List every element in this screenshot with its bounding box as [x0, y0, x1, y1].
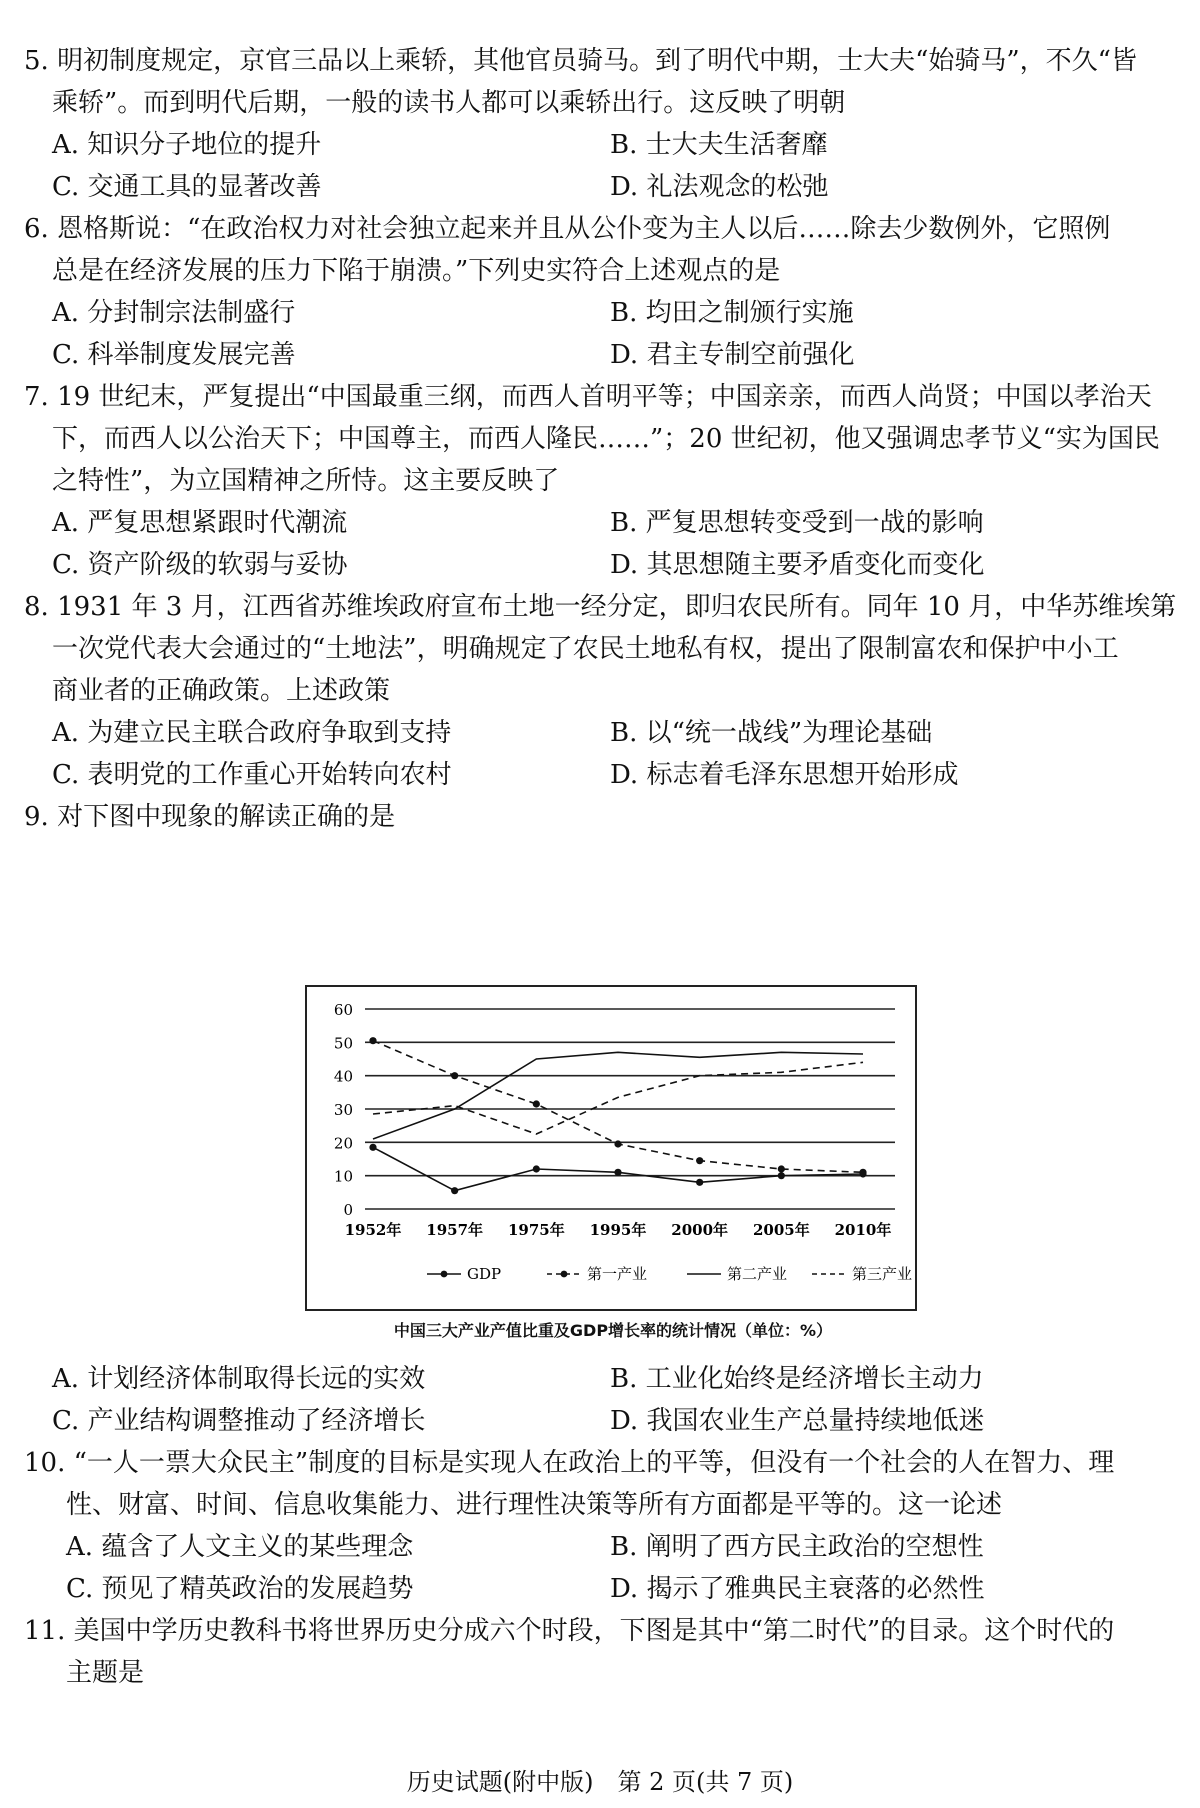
- legend-label: 第一产业: [587, 1265, 648, 1283]
- q10-line-2: 性、财富、时间、信息收集能力、进行理性决策等所有方面都是平等的。这一论述: [66, 1490, 1003, 1520]
- q8-option-a: A. 为建立民主联合政府争取到支持: [52, 718, 452, 748]
- q7-option-d: D. 其思想随主要矛盾变化而变化: [610, 550, 985, 580]
- y-tick-label: 20: [333, 1134, 353, 1153]
- y-tick-label: 30: [333, 1101, 353, 1119]
- x-tick-label: 2005年: [752, 1221, 810, 1239]
- data-point: [451, 1187, 458, 1194]
- q11-line-2: 主题是: [66, 1658, 145, 1688]
- q8-line-1: 8. 1931 年 3 月，江西省苏维埃政府宣布土地一经分定，即归农民所有。同年 10 月，中华苏维埃第: [24, 592, 1177, 622]
- data-point: [369, 1037, 376, 1044]
- q6-option-d: D. 君主专制空前强化: [610, 340, 855, 370]
- data-point: [614, 1140, 621, 1147]
- q8-option-c: C. 表明党的工作重心开始转向农村: [52, 760, 452, 790]
- q5-option-b: B. 士大夫生活奢靡: [610, 130, 828, 160]
- chart-caption: 中国三大产业产值比重及GDP增长率的统计情况（单位：%）: [393, 1321, 833, 1340]
- q6-line-1: 6. 恩格斯说：“在政治权力对社会独立起来并且从公仆变为主人以后……除去少数例外，它照例: [24, 214, 1111, 244]
- y-tick-label: 0: [343, 1201, 353, 1219]
- y-tick-label: 10: [333, 1167, 353, 1186]
- q7-option-b: B. 严复思想转变受到一战的影响: [610, 508, 984, 538]
- q8-line-3: 商业者的正确政策。上述政策: [52, 676, 391, 706]
- data-point: [778, 1172, 785, 1179]
- q7-option-c: C. 资产阶级的软弱与妥协: [52, 550, 348, 580]
- q5-option-a: A. 知识分子地位的提升: [52, 130, 322, 160]
- x-tick-label: 1995年: [589, 1221, 647, 1239]
- x-tick-label: 2000年: [671, 1221, 729, 1239]
- data-point: [696, 1157, 703, 1164]
- q7-option-a: A. 严复思想紧跟时代潮流: [52, 508, 348, 538]
- data-point: [614, 1169, 621, 1176]
- series-line-3: [373, 1052, 863, 1139]
- x-tick-label: 1957年: [426, 1221, 484, 1239]
- q10-option-c: C. 预见了精英政治的发展趋势: [66, 1574, 414, 1604]
- q9-option-c: C. 产业结构调整推动了经济增长: [52, 1406, 426, 1436]
- data-point: [369, 1144, 376, 1151]
- q9-option-d: D. 我国农业生产总量持续地低迷: [610, 1406, 985, 1436]
- data-point: [451, 1072, 458, 1079]
- legend-label: GDP: [467, 1265, 502, 1283]
- q6-line-2: 总是在经济发展的压力下陷于崩溃。”下列史实符合上述观点的是: [52, 256, 781, 286]
- data-point: [533, 1100, 540, 1107]
- legend-marker: [441, 1271, 448, 1278]
- data-point: [859, 1169, 866, 1176]
- q8-option-b: B. 以“统一战线”为理论基础: [610, 718, 933, 748]
- y-tick-label: 50: [333, 1034, 353, 1053]
- q9-option-a: A. 计划经济体制取得长远的实效: [52, 1364, 426, 1394]
- data-point: [696, 1179, 703, 1186]
- q8-option-d: D. 标志着毛泽东思想开始形成: [610, 760, 959, 790]
- q5-line-1: 5. 明初制度规定，京官三品以上乘轿，其他官员骑马。到了明代中期，士大夫“始骑马”，不久“皆: [24, 46, 1137, 76]
- q8-line-2: 一次党代表大会通过的“土地法”，明确规定了农民土地私有权，提出了限制富农和保护中小工: [52, 634, 1119, 664]
- legend-label: 第三产业: [852, 1265, 913, 1283]
- q10-line-1: 10. “一人一票大众民主”制度的目标是实现人在政治上的平等，但没有一个社会的人在智力、理: [24, 1448, 1115, 1478]
- data-point: [533, 1165, 540, 1172]
- q6-option-b: B. 均田之制颁行实施: [610, 298, 854, 328]
- y-tick-label: 40: [333, 1067, 353, 1086]
- q9-option-b: B. 工业化始终是经济增长主动力: [610, 1364, 984, 1394]
- x-tick-label: 1975年: [507, 1221, 565, 1239]
- q11-line-1: 11. 美国中学历史教科书将世界历史分成六个时段，下图是其中“第二时代”的目录。这个时代的: [24, 1616, 1115, 1646]
- x-tick-label: 2010年: [834, 1221, 892, 1239]
- x-tick-label: 1952年: [344, 1221, 402, 1239]
- legend-marker: [561, 1271, 568, 1278]
- q7-line-3: 之特性”，为立国精神之所恃。这主要反映了: [52, 466, 560, 496]
- page-footer: 历史试题(附中版) 第 2 页(共 7 页): [406, 1768, 794, 1796]
- q9-line-1: 9. 对下图中现象的解读正确的是: [24, 802, 396, 832]
- q5-line-2: 乘轿”。而到明代后期，一般的读书人都可以乘轿出行。这反映了明朝: [52, 88, 846, 118]
- q7-line-1: 7. 19 世纪末，严复提出“中国最重三纲，而西人首明平等；中国亲亲，而西人尚贤；中国以孝治天: [24, 382, 1152, 412]
- data-point: [778, 1165, 785, 1172]
- q5-option-c: C. 交通工具的显著改善: [52, 172, 322, 202]
- q10-option-b: B. 阐明了西方民主政治的空想性: [610, 1532, 984, 1562]
- q10-option-d: D. 揭示了雅典民主衰落的必然性: [610, 1574, 985, 1604]
- q5-option-d: D. 礼法观念的松弛: [610, 172, 829, 202]
- line-chart: [307, 987, 915, 1309]
- series-line-4: [373, 1062, 863, 1134]
- q7-line-2: 下，而西人以公治天下；中国尊主，而西人隆民……”；20 世纪初，他又强调忠孝节义“实为国民: [52, 424, 1160, 454]
- chart-frame: [305, 985, 917, 1311]
- y-tick-label: 60: [333, 1001, 353, 1019]
- q6-option-c: C. 科举制度发展完善: [52, 340, 296, 370]
- q10-option-a: A. 蕴含了人文主义的某些理念: [66, 1532, 414, 1562]
- q6-option-a: A. 分封制宗法制盛行: [52, 298, 296, 328]
- legend-label: 第二产业: [727, 1265, 788, 1283]
